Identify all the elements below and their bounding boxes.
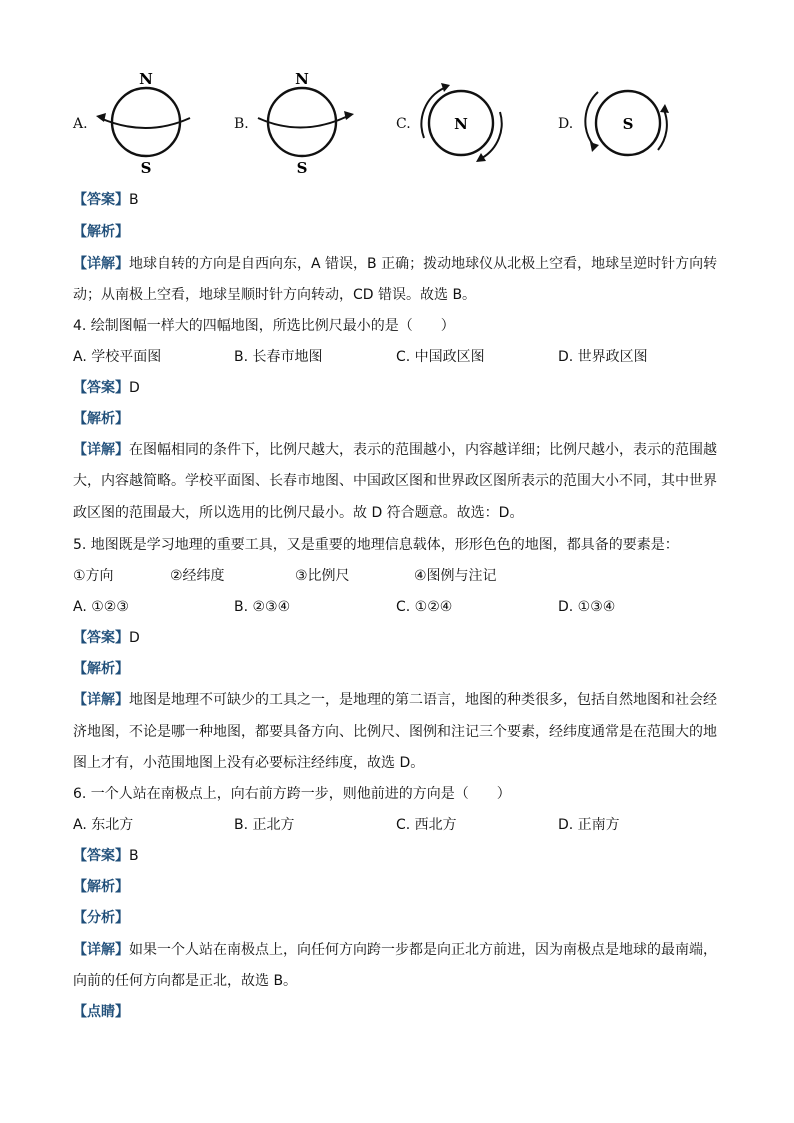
detail-tag: 【详解】: [73, 942, 129, 958]
q5-element-1: ①方向: [73, 568, 114, 584]
q3-analysis-line: [73, 222, 129, 242]
figure-b-north-letter: N: [295, 70, 309, 88]
figure-a-label: A.: [73, 116, 88, 132]
q6-answer-value: B: [129, 848, 139, 864]
q5-option-a: A. ①②③: [73, 599, 129, 615]
figure-d-center-letter: S: [622, 115, 634, 133]
analysis-tag: 【解析】: [73, 224, 129, 240]
q3-detail-line-2: [73, 285, 476, 305]
q3-detail-line-1: [73, 254, 717, 274]
q4-detail-line-2: 大，内容越简略。学校平面图、长春市地图、中国政区图和世界政区图所表示的范围大小不同，其中世界: [73, 473, 717, 489]
q6-detail-line-1: [73, 940, 717, 960]
q5-detail-text-1: 地图是地理不可缺少的工具之一，是地理的第二语言，地图的种类很多，包括自然地图和社会经: [129, 692, 717, 708]
q5-answer-line: [73, 628, 140, 648]
q6-detail-line-2: 向前的任何方向都是正北，故选 B。: [73, 973, 298, 989]
q6-analysis-line: [73, 877, 129, 897]
detail-tag: 【详解】: [73, 442, 129, 458]
q6-option-a: A. 东北方: [73, 817, 134, 833]
figure-c-center-letter: N: [454, 115, 468, 133]
q5-option-d: D. ①③④: [558, 599, 616, 615]
figure-c-polar-view-ccw: [414, 66, 510, 181]
q5-element-4: ④图例与注记: [414, 568, 497, 584]
q4-analysis-line: [73, 409, 129, 429]
q3-answer-value: B: [129, 192, 139, 208]
q5-question: 5. 地图既是学习地理的重要工具，又是重要的地理信息载体，形形色色的地图，都具备的要素是：: [73, 537, 679, 553]
q3-detail-text-1: 地球自转的方向是自西向东，A 错误，B 正确；拨动地球仪从北极上空看，地球呈逆时针方向转: [129, 256, 718, 272]
figure-d-polar-view-cw: [578, 66, 678, 181]
q4-question: 4. 绘制图幅一样大的四幅地图，所选比例尺最小的是（ ）: [73, 318, 455, 334]
q6-detail-text-1: 如果一个人站在南极点上，向任何方向跨一步都是向正北方前进，因为南极点是地球的最南端，: [129, 942, 717, 958]
q3-detail-text-2: 动；从南极上空看，地球呈顺时针方向转动，CD 错误。故选 B。: [73, 287, 477, 303]
analysis-tag: 【解析】: [73, 661, 129, 677]
q6-option-c: C. 西北方: [396, 817, 457, 833]
q6-answer-line: [73, 846, 139, 866]
analysis-tag: 【解析】: [73, 411, 129, 427]
q4-detail-line-3: 政区图的范围最大，所以选用的比例尺最小。故 D 符合题意。故选：D。: [73, 505, 524, 521]
q4-detail-line-1: [73, 440, 717, 460]
q6-option-d: D. 正南方: [558, 817, 620, 833]
figure-b-label: B.: [234, 116, 249, 132]
figure-a-globe-west-arrow: [90, 66, 200, 181]
q6-question: 6. 一个人站在南极点上，向右前方跨一步，则他前进的方向是（ ）: [73, 786, 511, 802]
answer-tag: 【答案】: [73, 192, 129, 208]
q6-fenxi-line: [73, 908, 129, 928]
q6-dianjing-line: [73, 1002, 129, 1022]
q5-analysis-line: [73, 659, 129, 679]
q6-option-b: B. 正北方: [234, 817, 295, 833]
figure-a-north-letter: N: [139, 70, 153, 88]
q5-detail-line-1: [73, 690, 717, 710]
q4-option-b: B. 长春市地图: [234, 349, 323, 365]
dianjing-tag: 【点睛】: [73, 1004, 129, 1020]
figure-b-south-letter: S: [296, 159, 308, 177]
q4-option-a: A. 学校平面图: [73, 349, 162, 365]
q4-option-c: C. 中国政区图: [396, 349, 485, 365]
q4-answer-line: [73, 378, 140, 398]
answer-tag: 【答案】: [73, 630, 129, 646]
figure-c-label: C.: [396, 116, 411, 132]
q5-detail-line-2: 济地图，不论是哪一种地图，都要具备方向、比例尺、图例和注记三个要素，经纬度通常是在范围大的地: [73, 724, 717, 740]
q5-element-3: ③比例尺: [295, 568, 350, 584]
q4-answer-value: D: [129, 380, 140, 396]
figure-d-label: D.: [558, 116, 574, 132]
figure-b-globe-east-arrow: [252, 66, 362, 181]
q5-detail-line-3: 图上才有，小范围地图上没有必要标注经纬度，故选 D。: [73, 755, 425, 771]
globe-figures-row: [0, 66, 794, 186]
q5-answer-value: D: [129, 630, 140, 646]
detail-tag: 【详解】: [73, 256, 129, 272]
q4-option-d: D. 世界政区图: [558, 349, 648, 365]
q5-element-2: ②经纬度: [170, 568, 225, 584]
analysis-tag: 【解析】: [73, 879, 129, 895]
q5-option-b: B. ②③④: [234, 599, 291, 615]
fenxi-tag: 【分析】: [73, 910, 129, 926]
q4-detail-text-1: 在图幅相同的条件下，比例尺越大，表示的范围越小，内容越详细；比例尺越小，表示的范围越: [129, 442, 717, 458]
q5-option-c: C. ①②④: [396, 599, 453, 615]
q3-answer-line: [73, 190, 139, 210]
detail-tag: 【详解】: [73, 692, 129, 708]
answer-tag: 【答案】: [73, 380, 129, 396]
answer-tag: 【答案】: [73, 848, 129, 864]
figure-a-south-letter: S: [140, 159, 152, 177]
